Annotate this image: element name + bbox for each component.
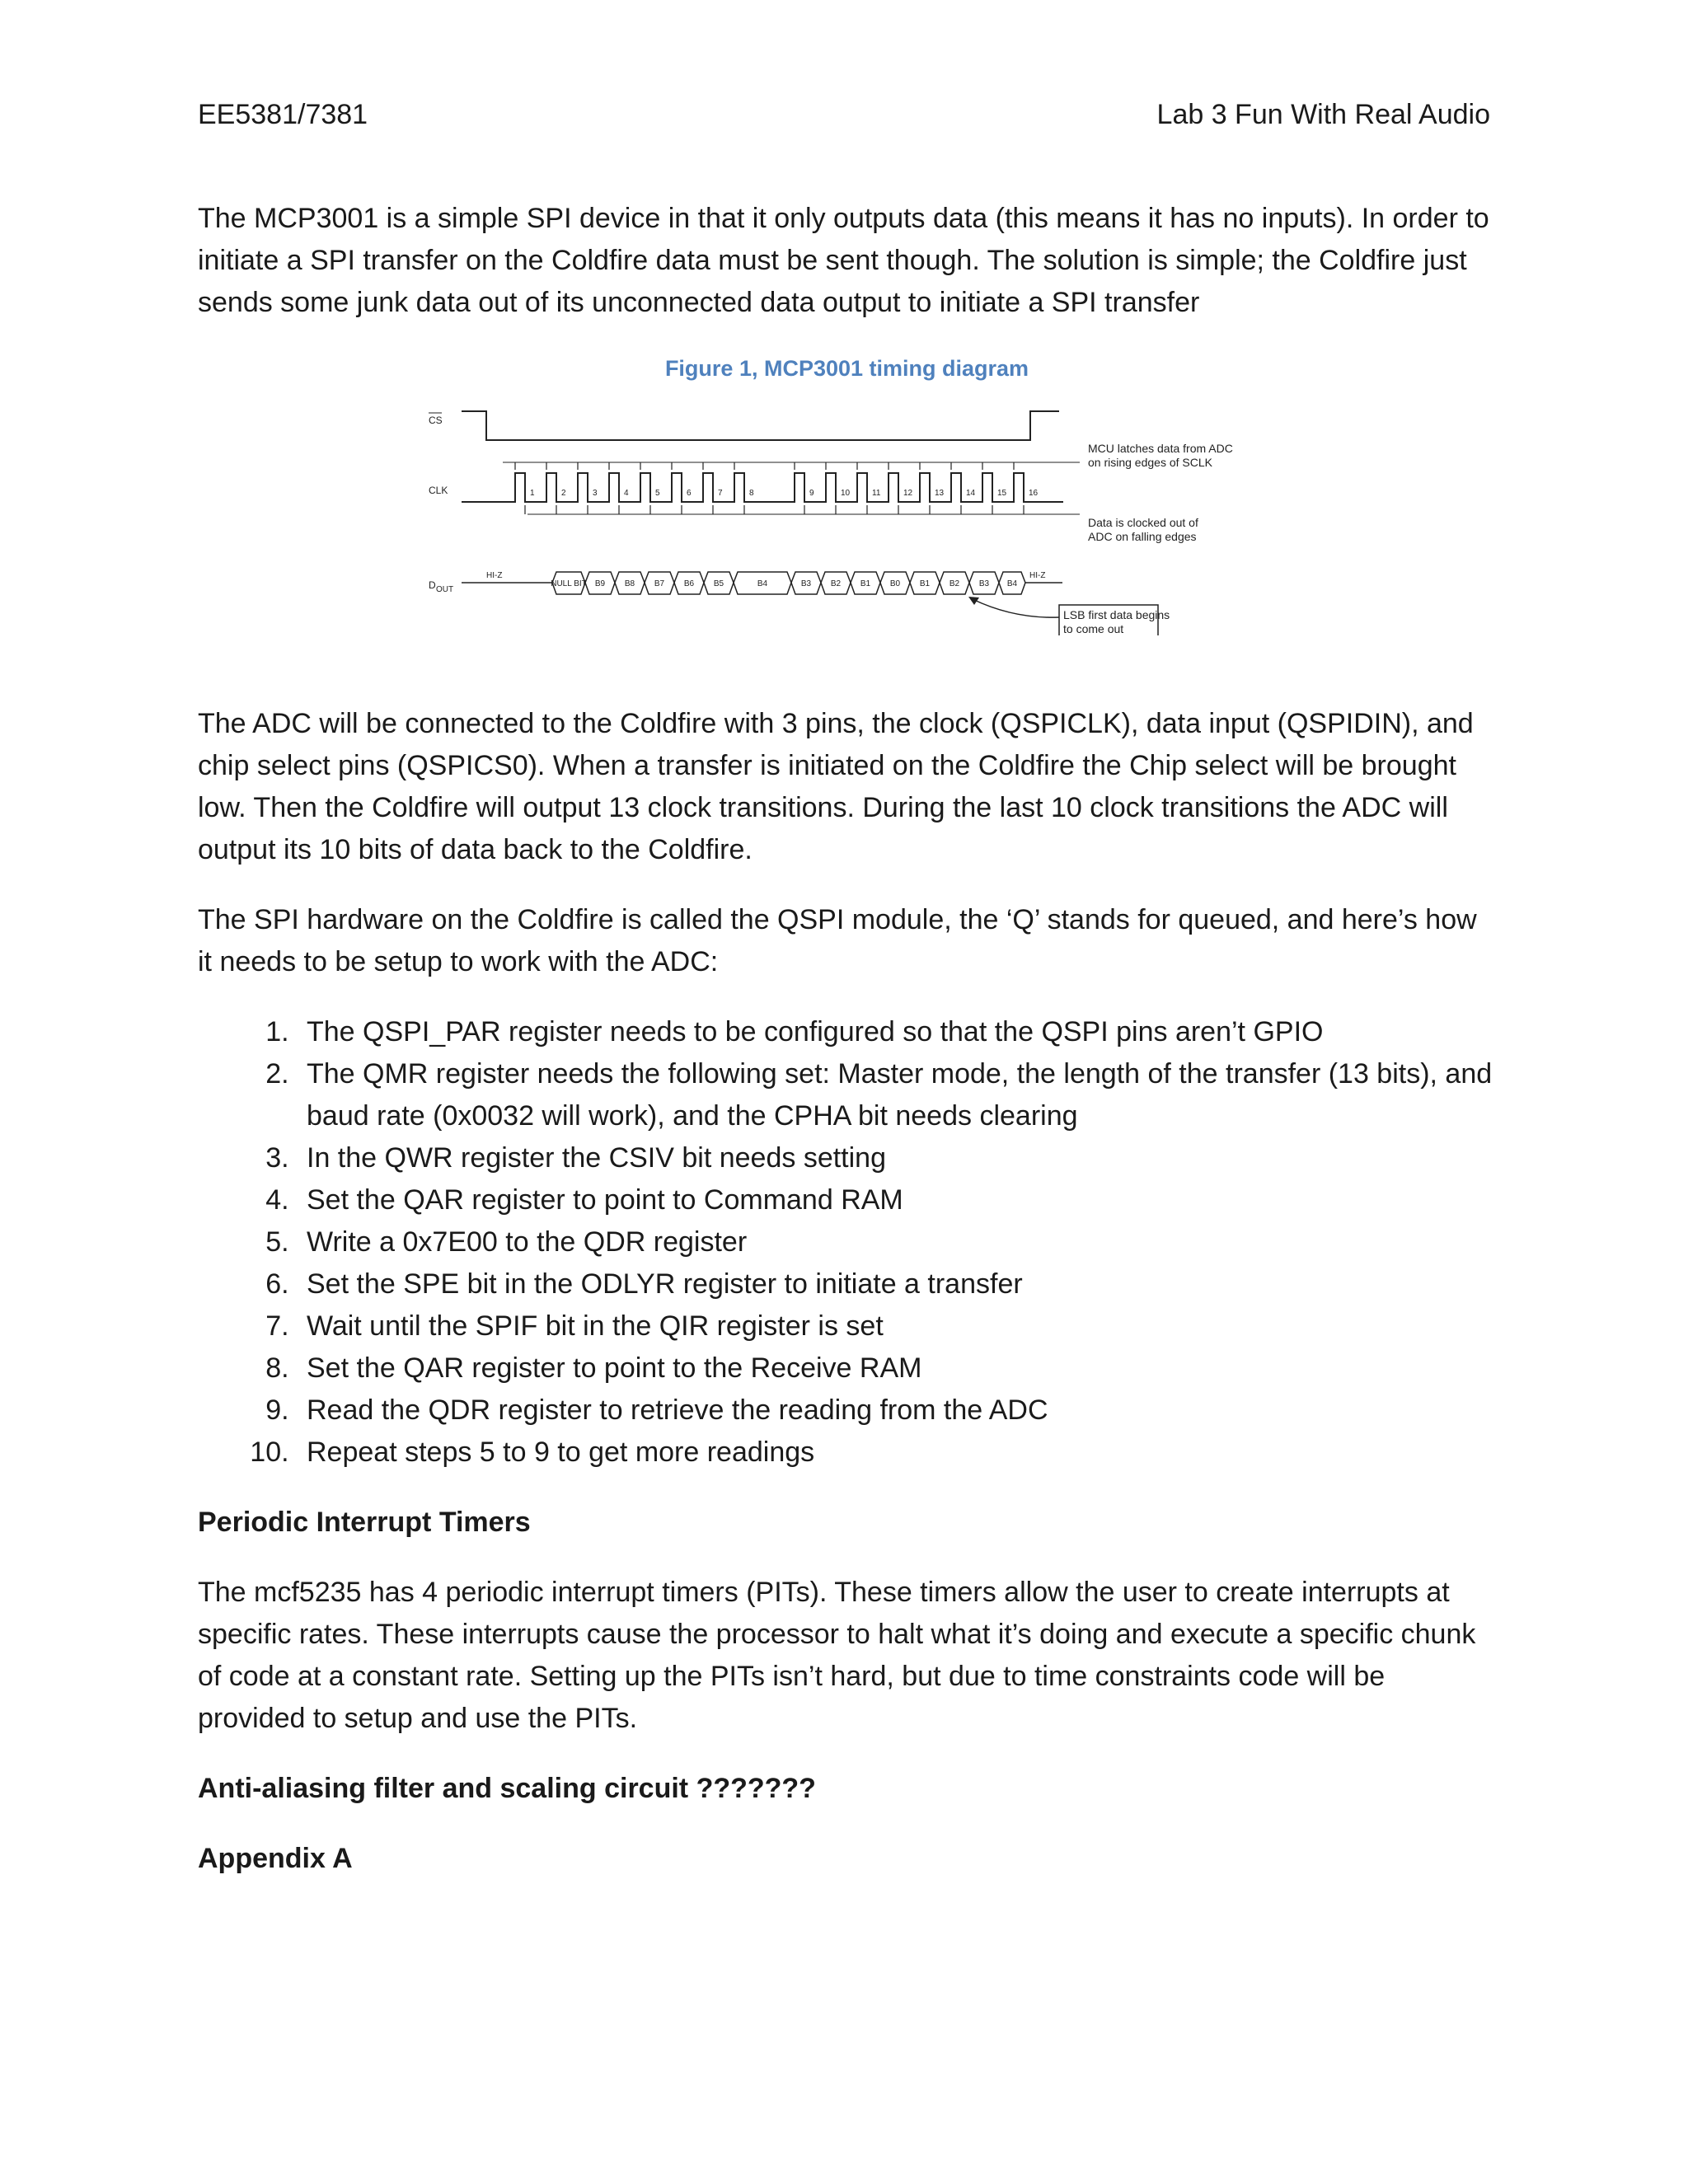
setup-step: 8. Set the QAR register to point to the Receive RAM <box>297 1347 1496 1390</box>
setup-step: 4. Set the QAR register to point to Command RAM <box>297 1179 1496 1221</box>
dout-label: D <box>429 579 436 591</box>
figure-caption: Figure 1, MCP3001 timing diagram <box>664 356 1029 381</box>
setup-step: 10. Repeat steps 5 to 9 to get more readings <box>297 1432 1496 1474</box>
data-bit-label: B3 <box>800 579 812 588</box>
data-bit-label: B8 <box>624 579 635 588</box>
data-bit-label: B2 <box>830 579 842 588</box>
clock-number: 3 <box>593 489 598 498</box>
clock-number: 5 <box>655 489 660 498</box>
page-header <box>198 99 1490 131</box>
data-bit-label: B7 <box>654 579 665 588</box>
setup-step: 6. Set the SPE bit in the ODLYR register to initiate a transfer <box>297 1263 1496 1305</box>
hiz-right-label: HI-Z <box>1029 571 1046 580</box>
clock-number: 8 <box>749 489 754 498</box>
setup-step: 9. Read the QDR register to retrieve the reading from the ADC <box>297 1390 1496 1432</box>
clock-number: 15 <box>997 489 1007 498</box>
qspi-paragraph: The SPI hardware on the Coldfire is called the QSPI module, the ‘Q’ stands for queued, and here’s how it needs to be setup to work with the ADC: <box>198 904 1477 977</box>
hiz-left-label: HI-Z <box>486 571 503 580</box>
data-bit-label: B0 <box>889 579 901 588</box>
clock-number: 4 <box>624 489 629 498</box>
clock-number: 11 <box>872 489 881 498</box>
note-clocked-out: Data is clocked out of <box>1088 516 1198 529</box>
document-body <box>198 198 1496 1908</box>
intro-paragraph: The MCP3001 is a simple SPI device in that it only outputs data (this means it has no inputs). In order to initiate a SPI transfer on the Coldfire data must be sent though. The solution is simple; the Coldfire just sends some junk data out of its unconnected data output to initiate a SPI transfer <box>198 203 1489 318</box>
setup-step: 2. The QMR register needs the following set: Master mode, the length of the transfer (13 bits), and baud rate (0x0032 will work), and the CPHA bit needs clearing <box>297 1053 1496 1137</box>
course-code: EE5381/7381 <box>198 99 368 130</box>
timing-diagram-svg <box>420 403 1327 675</box>
note-mcu-rising: on rising edges of SCLK <box>1088 456 1212 469</box>
dout-subscript: OUT <box>436 585 454 594</box>
cs-waveform <box>462 411 1059 440</box>
clk-label: CLK <box>429 485 448 496</box>
clock-number: 9 <box>809 489 814 498</box>
data-bit-label: B6 <box>683 579 695 588</box>
data-bit-label: B4 <box>1006 579 1018 588</box>
clock-number: 7 <box>718 489 723 498</box>
setup-step: 7. Wait until the SPIF bit in the QIR register is set <box>297 1305 1496 1347</box>
clock-number: 14 <box>966 489 976 498</box>
pit-paragraph: The mcf5235 has 4 periodic interrupt timers (PITs). These timers allow the user to create interrupts at specific rates. These interrupts cause the processor to halt what it’s doing and execute a specific chunk of code at a constant rate. Setting up the PITs isn’t hard, but due to time constraints code will be provided to setup and use the PITs. <box>198 1577 1476 1734</box>
note-falling-edges: ADC on falling edges <box>1088 530 1197 543</box>
setup-step: 1. The QSPI_PAR register needs to be configured so that the QSPI pins aren’t GPIO <box>297 1011 1496 1053</box>
lsb-arrow-line <box>973 599 1059 617</box>
data-bit-label: NULL BIT <box>551 579 587 588</box>
timing-diagram <box>198 403 1496 675</box>
cs-label: CS <box>429 415 443 426</box>
setup-steps-list <box>198 1011 1496 1474</box>
clock-number: 6 <box>687 489 692 498</box>
clock-number: 1 <box>530 489 535 498</box>
lab-title: Lab 3 Fun With Real Audio <box>1156 99 1490 130</box>
clock-number: 10 <box>841 489 851 498</box>
data-bit-label: B9 <box>594 579 606 588</box>
clock-number: 13 <box>935 489 945 498</box>
data-bit-label: B5 <box>713 579 724 588</box>
clock-number: 2 <box>561 489 566 498</box>
data-bit-label: B3 <box>978 579 990 588</box>
clock-number: 16 <box>1029 489 1039 498</box>
clock-number: 12 <box>903 489 913 498</box>
data-bit-label: B2 <box>949 579 960 588</box>
appendix-heading: Appendix A <box>198 1843 353 1874</box>
anti-aliasing-heading: Anti-aliasing filter and scaling circuit ??????? <box>198 1773 816 1804</box>
setup-step: 3. In the QWR register the CSIV bit needs setting <box>297 1137 1496 1179</box>
setup-step: 5. Write a 0x7E00 to the QDR register <box>297 1221 1496 1263</box>
pit-heading: Periodic Interrupt Timers <box>198 1507 531 1538</box>
note-lsb-first: LSB first data begins <box>1063 608 1170 621</box>
note-come-out: to come out <box>1063 622 1124 635</box>
adc-paragraph: The ADC will be connected to the Coldfire with 3 pins, the clock (QSPICLK), data input (QSPIDIN), and chip select pins (QSPICS0). When a transfer is initiated on the Coldfire the Chip select will be brought low. Then the Coldfire will output 13 clock transitions. During the last 10 clock transitions the ADC will output its 10 bits of data back to the Coldfire. <box>198 708 1474 865</box>
data-bit-label: B1 <box>860 579 871 588</box>
data-bit-label: B4 <box>757 579 768 588</box>
note-mcu-latches: MCU latches data from ADC <box>1088 442 1233 455</box>
data-bit-label: B1 <box>919 579 931 588</box>
